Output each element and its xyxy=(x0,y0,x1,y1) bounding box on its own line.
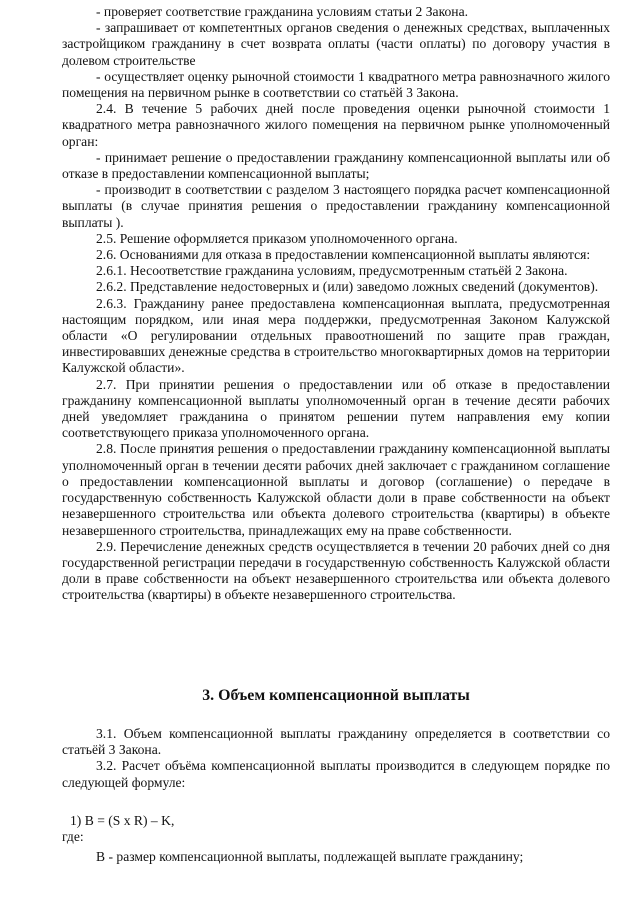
document-page xyxy=(62,4,610,865)
paragraph-2-7: 2.7. При принятии решения о предоставлении или об отказе в предоставлении гражданину компенсационной выплаты уполномоченный орган в течение десяти рабочих дней уведомляет гражданина о принятом решении путем направления ему копии соответствующего приказа уполномоченного органа. xyxy=(62,376,610,441)
formula: 1) В = (S х R) – K, xyxy=(70,812,175,828)
paragraph-2-8: 2.8. После принятия решения о предоставлении гражданину компенсационной выплаты уполномоченный орган в течении десяти рабочих дней заключает с гражданином соглашение о предоставлении компенсационной выплаты и договор (соглашение) о передаче в государственную собственность Калужской области доли в праве собственности на объект незавершенного строительства или объекта долевого строительства (квартиры) в объекте незавершенного строительства, принадлежащих ему на праве собственности. xyxy=(62,441,610,538)
paragraph-3-1: 3.1. Объем компенсационной выплаты гражданину определяется в соответствии со статьёй 3 Закона. xyxy=(62,726,610,758)
where-label: где: xyxy=(62,829,84,845)
paragraph-decision: - принимает решение о предоставлении гражданину компенсационной выплаты или об отказе в предоставлении компенсационной выплаты; xyxy=(62,149,610,182)
paragraph-calculation: - производит в соответствии с разделом 3 настоящего порядка расчет компенсационной выплаты (в случае принятия решения о предоставлении гражданину компенсационной выплаты ). xyxy=(62,182,610,230)
definition-b: В - размер компенсационной выплаты, подлежащей выплате гражданину; xyxy=(96,849,524,865)
paragraph-market-evaluation: - осуществляет оценку рыночной стоимости 1 квадратного метра равнозначного жилого помещения на первичном рынке в соответствии со статьёй 3 Закона. xyxy=(62,68,610,101)
section-3-heading: 3. Объем компенсационной выплаты xyxy=(202,687,470,704)
paragraph-3-2: 3.2. Расчет объёма компенсационной выплаты производится в следующем порядке по следующей формуле: xyxy=(62,758,610,790)
section-3-body xyxy=(62,726,610,865)
paragraph-2-6-3: 2.6.3. Гражданину ранее предоставлена компенсационная выплата, предусмотренная настоящим порядком, или иная мера поддержки, предусмотренная Законом Калужской области «О регулировании отдельных правоотношений по защите прав граждан, инвестировавших денежные средства в строительство многоквартирных домов на территории Калужской области». xyxy=(62,295,610,376)
paragraph-2-6-1: 2.6.1. Несоответствие гражданина условиям, предусмотренным статьёй 2 Закона. xyxy=(96,263,568,279)
paragraph-check-conditions: - проверяет соответствие гражданина условиям статьи 2 Закона. xyxy=(96,4,469,19)
paragraph-2-6-2: 2.6.2. Представление недостоверных и (или) заведомо ложных сведений (документов). xyxy=(96,279,599,295)
paragraph-2-5: 2.5. Решение оформляется приказом уполномоченного органа. xyxy=(96,230,458,246)
paragraph-2-6: 2.6. Основаниями для отказа в предоставлении компенсационной выплаты являются: xyxy=(96,247,591,263)
paragraph-request-info: - запрашивает от компетентных органов сведения о денежных средствах, выплаченных застройщиком гражданину в счет возврата оплаты (части оплаты) по договору участия в долевом строительстве xyxy=(62,20,610,68)
paragraph-2-4: 2.4. В течение 5 рабочих дней после проведения оценки рыночной стоимости 1 квадратного метра равнозначного жилого помещения на первичном рынке уполномоченный орган: xyxy=(62,101,610,149)
paragraph-2-9: 2.9. Перечисление денежных средств осуществляется в течении 20 рабочих дней со дня государственной регистрации передачи в государственную собственность Калужской области доли в праве собственности на объект незавершенного строительства или объекта долевого строительства (квартиры) в объекте незавершенного строительства. xyxy=(62,538,610,603)
